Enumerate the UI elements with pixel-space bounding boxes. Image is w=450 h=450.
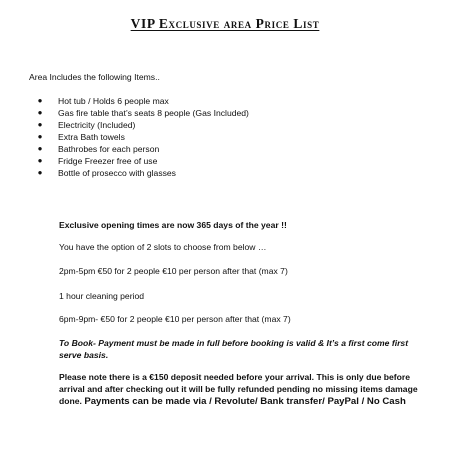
list-item-text: Bathrobes for each person [58, 144, 160, 154]
bullet-icon: ● [37, 132, 43, 141]
booking-note-text: To Book- Payment must be made in full before booking is valid & It’s a first come first serve basis. [59, 338, 409, 360]
list-item-text: Extra Bath towels [58, 132, 125, 142]
bullet-icon: ● [37, 108, 43, 117]
intro-text: Area Includes the following Items.. [29, 72, 160, 82]
payment-methods-text: Payments can be made via / Revolute/ Bank transfer/ PayPal / No Cash [84, 396, 406, 407]
list-item-text: Electricity (Included) [58, 120, 136, 130]
opening-times-text: Exclusive opening times are now 365 days of the year !! [59, 220, 287, 230]
bullet-icon: ● [37, 96, 43, 105]
slots-intro-text: You have the option of 2 slots to choose from below … [59, 242, 267, 252]
list-item-text: Hot tub / Holds 6 people max [58, 96, 169, 106]
bullet-icon: ● [37, 144, 43, 153]
deposit-payment-note [59, 371, 429, 408]
deposit-note-text: Please note there is a €150 deposit needed before your arrival. This is only due before arrival and after checking out it will be fully refunded pending no missing items damage done. [59, 372, 418, 406]
document-title-text: VIP Exclusive area Price List [130, 16, 320, 31]
bullet-icon: ● [37, 120, 43, 129]
list-item-text: Bottle of prosecco with glasses [58, 168, 176, 178]
list-item-text: Fridge Freezer free of use [58, 156, 158, 166]
cleaning-period-text: 1 hour cleaning period [59, 291, 145, 301]
slot-two-text: 6pm-9pm- €50 for 2 people €10 per person after that (max 7) [59, 314, 291, 324]
slot-one-text: 2pm-5pm €50 for 2 people €10 per person after that (max 7) [59, 266, 288, 276]
bullet-icon: ● [37, 168, 43, 177]
document-title [0, 16, 450, 32]
list-item-text: Gas fire table that’s seats 8 people (Gas Included) [58, 108, 249, 118]
bullet-icon: ● [37, 156, 43, 165]
